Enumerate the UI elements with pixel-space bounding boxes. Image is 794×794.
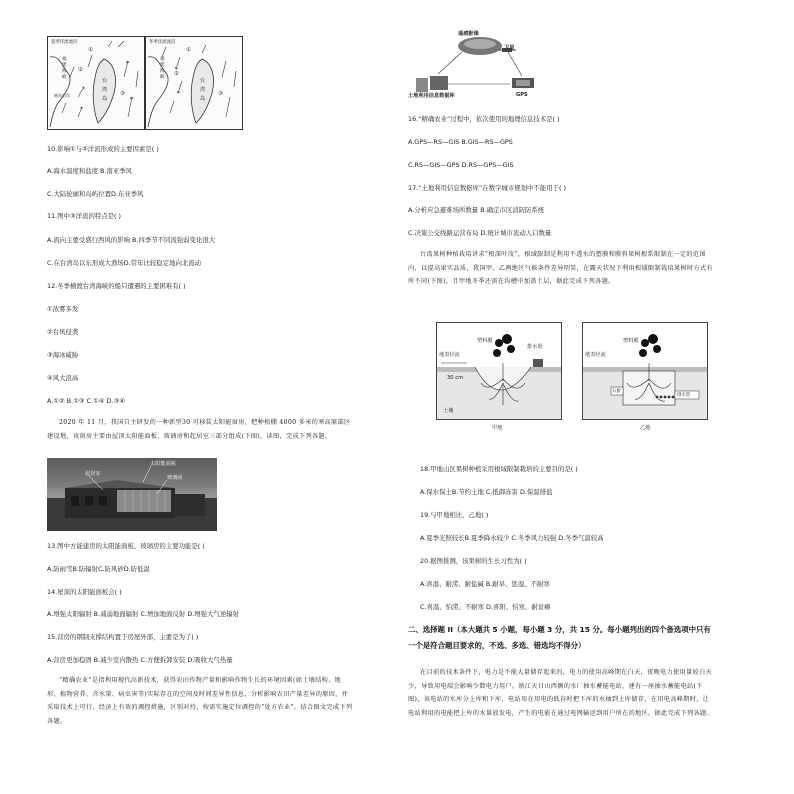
q11-options-2: C.在台湾岛以东形成大渔场D.常年比较稳定地向北流动	[47, 259, 202, 267]
photo-label-glass-room: 玻璃房	[167, 475, 183, 481]
q17-stem: 17.“土地利用信息数据库”在数字城市规划中不能用于( )	[408, 184, 567, 192]
q17-options-1: A.分析应急避难场所数量 B.确定市区消防防系统	[408, 206, 545, 214]
summer-map-title: 夏季洋流流向	[51, 40, 78, 45]
q16-options-1: A.GPS—RS—GIS B.GIS—RS—GPS	[408, 138, 513, 146]
photo-label-solar-panel: 太阳能面板	[150, 461, 176, 467]
q19-options: A.夏季光照较长B.夏季降水较少 C.冬季风力较强 D.冬季气温较高	[420, 534, 604, 542]
q20-options-1: A.喜湿、耐涝、耐盐碱 B.耐旱、惩湿、不耐寒	[420, 580, 550, 588]
photo-label-living-room: 起居室	[85, 471, 101, 477]
q13-options: A.防雨雪B.防辐射C.防风砂D.防低温	[47, 565, 150, 573]
jia-depth: 30 cm	[447, 375, 464, 381]
summer-sea-label: 闽东沿岸	[54, 93, 70, 98]
q10-options-2: C.大陆轮廓和岛屿位置D.东亚季风	[47, 190, 144, 198]
root-diagram-jia	[436, 322, 562, 420]
q17-options-2: C.决策公交线路运营布局 D.统计城市流动人口数量	[408, 229, 552, 237]
q18-stem: 18.甲地山区果树种植采用根域限制栽培的主要目的是( )	[420, 465, 578, 473]
jia-surface: 地表径流	[439, 352, 460, 358]
q11-options-1: A.流向主要受盛行西风的影响 B.四季节不同流强弱变化很大	[47, 236, 216, 244]
q11-stem: 11.图中③洋流的特点是( )	[47, 212, 122, 220]
q12-item-1: ①浓雾多发	[47, 305, 79, 313]
q19-stem: 19.与甲地相比，乙地( )	[420, 511, 489, 519]
passage-solar-house: 2020 年 11 月，我国自主研发的一种新型30 可移装太阳能窗房，把种植棚 4000 多米的寒高原部区建设地，该窗房主要由屋顶太阳能面板、玻璃房和起居室三部分组成(下图)，读图，完成下列各题。	[47, 419, 351, 440]
yi-mulch: 塑料膜	[623, 338, 639, 344]
gis-diagram	[408, 30, 558, 102]
root-diagram-jia-drawing	[437, 323, 561, 419]
winter-map-title: 冬季洋流流向	[149, 40, 176, 45]
q15-options: A.营房更加稳固 B.减少室内散热 C.方便拆卸安装 D.吸收大气热量	[47, 656, 233, 664]
winter-label-3: ③	[218, 91, 223, 97]
passage-pumped-storage: 在目前的技术条件下，电力是不能大量储存起来的，电力的使用高峰期在白天，夜晚电力使用量较白天少，导致用电端会影响少数电力用户。浙江天目山西侧的水厂抽水蓄能电站，建有一座抽水蓄能电站(下图)，该电站的水库分上库和下库，电站用在用电的低谷时把下库的水抽到上库储存，在用电高峰期时，让电站利用的电能把上库的水量放发电，产生的电能在通过电网输送到用户所在的地区，据此完成下列各题。	[408, 669, 713, 717]
jia-soil: 土壤	[443, 408, 454, 414]
q10-stem: 10.影响①与②洋流形成的主要因素是( )	[47, 145, 159, 153]
q16-stem: 16.“精确农业”过程中，依次使用的地理信息技术是( )	[408, 115, 560, 123]
summer-label-2: ②	[78, 67, 83, 73]
diag-label-rs: 遥感影像	[458, 31, 479, 37]
section-heading-2: 二、选择题 II（本大题共 5 小题，每小题 3 分，共 15 分。每小题列出的四个备选项中只有一个是符合题目要求的，不选、多选、错选均不得分）	[408, 625, 711, 650]
summer-label-1: ①	[88, 47, 93, 53]
q13-stem: 13.图中方能建房的太阳能面板、玻璃房的主要功能是( )	[47, 542, 205, 550]
q16-options-2: C.RS—GIS—GPS D.RS—GPS—GIS	[408, 161, 514, 169]
winter-island-label: 台湾岛	[200, 78, 206, 102]
jia-mulch: 塑料膜	[477, 338, 493, 344]
ocean-current-map-winter	[145, 36, 243, 130]
jia-pipe: 排水渠	[527, 344, 543, 350]
q14-options: A.增强太阳辐射 B.减弱地面辐射 C.增加地面反射 D.增强大气逆辐射	[47, 610, 240, 618]
jia-name: 甲地	[492, 425, 503, 431]
winter-label-2: ②	[174, 71, 179, 77]
winter-label-1: ①	[186, 47, 191, 53]
solar-house-illustration	[47, 458, 217, 531]
diag-label-gps: GPS	[516, 92, 528, 98]
solar-house-photo	[47, 458, 217, 531]
yi-surface: 地表径流	[585, 352, 606, 358]
passage-precision-agriculture: “精确农业”是指利用现代高新技术，获得农田作物产量和影响作物生长的环境因素(如土壤结构、地形、植物营养、含水量、病虫害等)实际存在的空间及时间差异性信息，分析影响农田产量差异的原因，并采取技术上可行、经济上有效的调控措施，区别对待，按需实施定位调控的“处方农业”。结合图文完成下列各题。	[47, 677, 353, 725]
q15-stem: 15.营房的钢制支撑结构置于房屋外部，主要是为了( )	[47, 633, 199, 641]
summer-map-drawing	[48, 37, 144, 129]
q12-item-3: ③海冰威胁	[47, 351, 79, 359]
q12-stem: 12.冬季横渡台湾海峡的船只遭遇的主要困难有( )	[47, 282, 186, 290]
q10-options-1: A.海水温度和盐度 B.南亚季风	[47, 167, 133, 175]
q12-item-4: ④风大浪高	[47, 374, 79, 382]
passage-root-restriction: 台湾果树种植栽培讲求“根深叶茂”，根域限制是利用不透水的塑膜和膜将果树根系限制在一定的范围内，以提高果实品质，我国甲、乙两地区气候条件差异明显，在露天状况下利用根域限制栽培果树时方式有所不同(下图)，且甲地冬季还需在沟槽中加盖土层，据此完成下列各题。	[408, 251, 713, 286]
winter-strait-label: 福建海峡	[160, 57, 165, 80]
diag-label-satellite: 卫星	[504, 45, 515, 51]
ocean-current-map-summer	[47, 36, 145, 130]
q12-item-2: ②台风侵袭	[47, 328, 79, 336]
summer-strait-label: 福建海峡	[62, 57, 67, 80]
summer-island-label: 台湾岛	[102, 78, 108, 102]
q12-options: A.①② B.①③ C.①④ D.③④	[47, 397, 126, 405]
q14-stem: 14.屋顶的太阳能面板会( )	[47, 588, 122, 596]
root-diagram-yi	[582, 322, 708, 420]
q20-options-2: C.喜温、怕涝、不耐寒 D.喜阳、怕寒、耐贫瘠	[420, 603, 551, 611]
diag-label-database: 土地利用信息数据库	[408, 93, 455, 99]
summer-label-3: ③	[120, 91, 125, 97]
root-diagram-yi-drawing	[583, 323, 707, 419]
winter-map-drawing	[146, 37, 242, 129]
q18-options: A.保水保土B.节约土地 C.抵御冻害 D.保温排盐	[420, 488, 553, 496]
yi-side: 石板	[612, 389, 621, 394]
yi-pipe: 排水管	[677, 393, 691, 398]
yi-name: 乙地	[640, 425, 651, 431]
q20-stem: 20.据图推测，该果树的生长习性为( )	[420, 557, 527, 565]
